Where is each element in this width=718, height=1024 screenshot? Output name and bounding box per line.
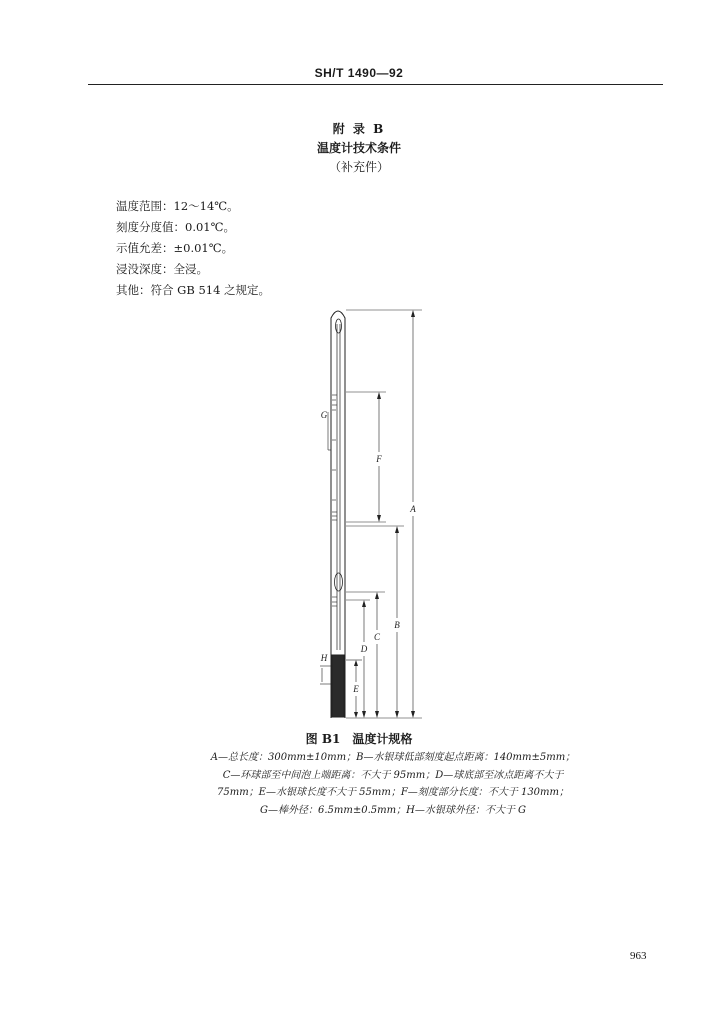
page-number: 963 (630, 950, 647, 962)
annex-label: 附 录 B (332, 122, 386, 136)
legend-line: A—总长度：300mm±10mm；B—水银球低部刻度起点距离：140mm±5mm； (210, 752, 576, 763)
spec-scale-division: 刻度分度值：0.01℃。 (116, 220, 235, 234)
mercury-bulb (332, 655, 344, 717)
spec-other: 其他：符合 GB 514 之规定。 (116, 283, 271, 297)
annex-subtitle: （补充件） (328, 160, 389, 174)
label-A: A (410, 504, 416, 514)
spec-temperature-range: 温度范围：12～14℃。 (116, 199, 239, 213)
legend-line: G—棒外径：6.5mm±0.5mm；H—水银球外径：不大于 G (260, 804, 526, 816)
running-header: SH/T 1490—92 (314, 66, 404, 80)
legend-line: 75mm；E—水银球长度不大于 55mm；F—刻度部分长度：不大于 130mm； (216, 787, 570, 798)
spec-list (116, 196, 270, 301)
figure-caption: 图 B1 温度计规格 (305, 732, 413, 746)
spec-tolerance: 示值允差：±0.01℃。 (116, 241, 234, 255)
label-G: G (320, 410, 328, 420)
label-H: H (320, 653, 328, 663)
legend-line: C—环球部至中间泡上端距离：不大于 95mm；D—球底部至冰点距离不大于 (222, 769, 564, 781)
label-F: F (376, 454, 382, 464)
header-rule (88, 84, 663, 85)
label-D: D (360, 644, 368, 654)
label-C: C (373, 632, 381, 642)
figure-legend (168, 749, 618, 819)
label-E: E (353, 684, 359, 694)
spec-immersion: 浸没深度：全浸。 (116, 262, 208, 276)
label-B: B (394, 620, 400, 630)
annex-title: 温度计技术条件 (316, 141, 401, 155)
thermometer-diagram (300, 300, 440, 725)
